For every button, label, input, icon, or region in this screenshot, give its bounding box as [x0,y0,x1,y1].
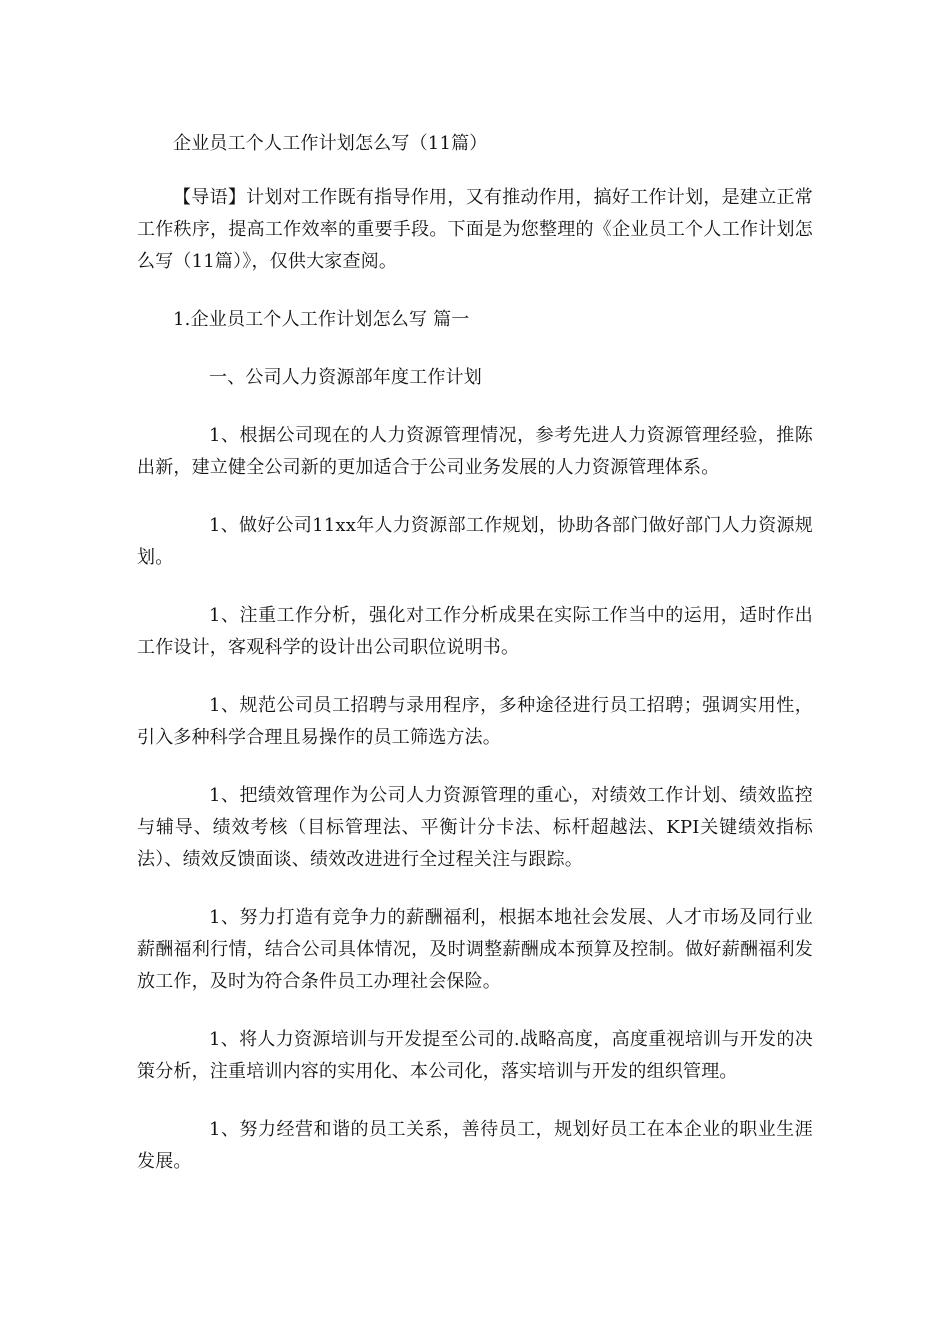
subsection-title: 一、公司人力资源部年度工作计划 [209,367,482,388]
plan-item: 1、努力打造有竞争力的薪酬福利，根据本地社会发展、人才市场及同行业薪酬福利行情，结合公司具体情况，及时调整薪酬成本预算及控制。做好薪酬福利发放工作，及时为符合条件员工办理社会保险。 [137,907,813,992]
plan-item: 1、做好公司11xx年人力资源部工作规划，协助各部门做好部门人力资源规划。 [137,515,813,568]
plan-item: 1、将人力资源培训与开发提至公司的.战略高度，高度重视培训与开发的决策分析，注重培训内容的实用化、本公司化，落实培训与开发的组织管理。 [137,1029,813,1082]
plan-item: 1、规范公司员工招聘与录用程序，多种途径进行员工招聘；强调实用性，引入多种科学合理且易操作的员工筛选方法。 [137,695,813,748]
document-title: 企业员工个人工作计划怎么写（11篇） [173,133,488,154]
plan-item: 1、注重工作分析，强化对工作分析成果在实际工作当中的运用，适时作出工作设计，客观科学的设计出公司职位说明书。 [137,605,813,658]
document-content [137,128,813,1204]
plan-item: 1、努力经营和谐的员工关系，善待员工，规划好员工在本企业的职业生涯发展。 [137,1119,813,1172]
plan-item: 1、把绩效管理作为公司人力资源管理的重心，对绩效工作计划、绩效监控与辅导、绩效考核（目标管理法、平衡计分卡法、标杆超越法、KPI关键绩效指标法）、绩效反馈面谈、绩效改进进行全过程关注与跟踪。 [137,785,813,870]
lead-paragraph: 【导语】计划对工作既有指导作用，又有推动作用，搞好工作计划，是建立正常工作秩序，提高工作效率的重要手段。下面是为您整理的《企业员工个人工作计划怎么写（11篇）》，仅供大家查阅。 [137,187,813,272]
section-title: 1.企业员工个人工作计划怎么写 篇一 [173,309,470,330]
plan-item: 1、根据公司现在的人力资源管理情况，参考先进人力资源管理经验，推陈出新，建立健全公司新的更加适合于公司业务发展的人力资源管理体系。 [137,425,813,478]
